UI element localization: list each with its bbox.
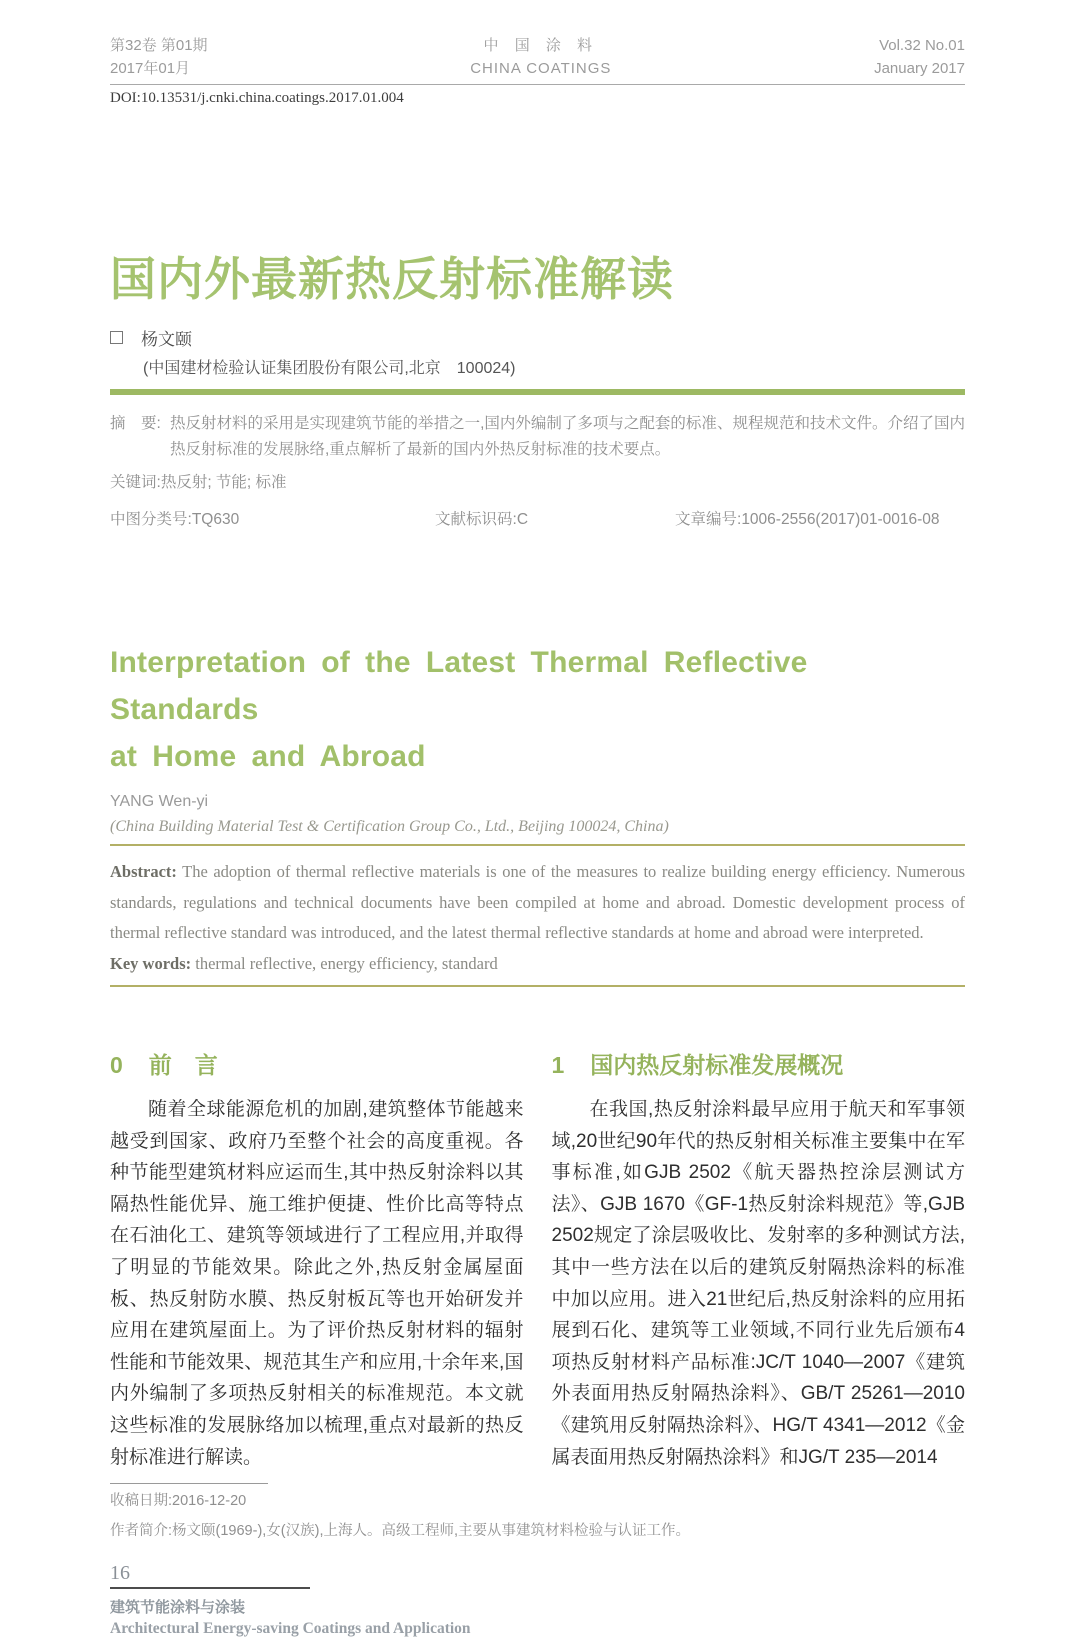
volume-issue-en: Vol.32 No.01	[879, 37, 965, 54]
page-number: 16	[110, 1562, 130, 1585]
affiliation-cn: (中国建材检验认证集团股份有限公司,北京 100024)	[143, 360, 516, 377]
meta-row	[110, 507, 965, 529]
keywords-cn-label: 关键词:	[110, 474, 161, 491]
section-number-1: 1	[551, 1052, 565, 1078]
date-cn: 2017年01月	[110, 60, 191, 77]
abstract-cn-text: 热反射材料的采用是实现建筑节能的举措之一,国内外编制了多项与之配套的标准、规程规范和技术文件。介绍了国内热反射标准的发展脉络,重点解析了最新的国内外热反射标准的技术要点。	[170, 415, 965, 458]
column-name-en: Architectural Energy-saving Coatings and Application	[110, 1620, 471, 1638]
journal-name-en: CHINA COATINGS	[470, 60, 612, 77]
keywords-en-label: Key words:	[110, 953, 192, 973]
volume-issue-cn: 第32卷 第01期	[110, 37, 208, 54]
body-columns	[110, 1047, 965, 1473]
divider-rule-bottom	[110, 985, 965, 987]
abstract-cn	[110, 411, 965, 463]
doc-code-label: 文献标识码:	[435, 511, 517, 528]
section-title-1: 国内热反射标准发展概况	[590, 1052, 844, 1078]
journal-header	[110, 34, 965, 80]
section-heading-0	[110, 1047, 524, 1080]
author-name-en: YANG Wen-yi	[110, 793, 209, 810]
author-bio: 作者简介:杨文颐(1969-),女(汉族),上海人。高级工程师,主要从事建筑材料检验与认证工作。	[110, 1523, 691, 1540]
footnote	[110, 1483, 965, 1544]
section-title-0: 前 言	[148, 1052, 218, 1078]
abstract-en-text: The adoption of thermal reflective materials is one of the measures to realize building energy efficiency. Numerous standards, regulations and technical documents have been compiled at home and abroad. Domestic development process of thermal reflective standard was introduced, and the latest thermal reflective standards at home and abroad were interpreted.	[110, 862, 965, 942]
left-column	[110, 1047, 524, 1473]
title-en-line2: at Home and Abroad	[110, 740, 426, 773]
doi: DOI:10.13531/j.cnki.china.coatings.2017.01.004	[110, 90, 404, 106]
accent-bar	[110, 389, 965, 395]
author-row	[110, 325, 965, 350]
section-number-0: 0	[110, 1052, 123, 1078]
clc-number	[110, 507, 435, 529]
keywords-en-text: thermal reflective, energy efficiency, standard	[191, 953, 498, 973]
author-marker-square	[110, 331, 123, 344]
section-heading-1	[552, 1047, 966, 1080]
right-column	[552, 1047, 966, 1473]
article-id	[675, 507, 965, 529]
header-rule	[110, 84, 965, 85]
page-footer-rule	[110, 1587, 310, 1589]
keywords-cn-text: 热反射; 节能; 标准	[160, 474, 287, 491]
keywords-cn	[110, 470, 965, 496]
affiliation-en: (China Building Material Test & Certification Group Co., Ltd., Beijing 100024, China)	[110, 818, 669, 835]
abstract-cn-label: 摘 要:	[110, 415, 161, 432]
column-name-cn: 建筑节能涂料与涂装	[110, 1599, 246, 1617]
divider-rule-top	[110, 844, 965, 846]
header-left	[110, 34, 208, 80]
abstract-en	[110, 857, 965, 949]
article-id-label: 文章编号:	[675, 511, 742, 528]
date-en: January 2017	[874, 60, 965, 77]
journal-name	[470, 34, 611, 80]
section-paragraph-1: 在我国,热反射涂料最早应用于航天和军事领域,20世纪90年代的热反射相关标准主要集中在军事标准,如GJB 2502《航天器热控涂层测试方法》、GJB 1670《GF-1热反射涂料规范》等,GJB 2502规定了涂层吸收比、发射率的多种测试方法,其中一些方法在以后的建筑反射隔热涂料的标准中加以应用。进入21世纪后,热反射涂料的应用拓展到石化、建筑等工业领域,不同行业先后颁布4项热反射材料产品标准:JC/T 1040—2007《建筑外表面用热反射隔热涂料》、GB/T 25261—2010《建筑用反射隔热涂料》、HG/T 4341—2012《金属表面用热反射隔热涂料》和JG/T 235—2014	[551, 1099, 965, 1468]
keywords-en	[110, 949, 965, 980]
article-id-value: 1006-2556(2017)01-0016-08	[741, 511, 940, 528]
clc-value: TQ630	[191, 511, 240, 528]
header-right	[874, 34, 965, 80]
doc-code-value: C	[516, 511, 529, 528]
clc-label: 中图分类号:	[110, 511, 192, 528]
abstract-en-label: Abstract:	[110, 862, 177, 881]
section-paragraph-0: 随着全球能源危机的加剧,建筑整体节能越来越受到国家、政府乃至整个社会的高度重视。各种节能型建筑材料应运而生,其中热反射涂料以其隔热性能优异、施工维护便捷、性价比高等特点在石油化工、建筑等领域进行了工程应用,并取得了明显的节能效果。除此之外,热反射金属屋面板、热反射防水膜、热反射板瓦等也开始研发并应用在建筑屋面上。为了评价热反射材料的辐射性能和节能效果、规范其生产和应用,十余年来,国内外编制了多项热反射相关的标准规范。本文就这些标准的发展脉络加以梳理,重点对最新的热反射标准进行解读。	[110, 1099, 524, 1468]
page-footer	[110, 1562, 965, 1638]
footnote-rule	[110, 1483, 268, 1484]
document-code	[435, 507, 675, 529]
author-name-cn: 杨文颐	[141, 330, 192, 349]
title-en-line1: Interpretation of the Latest Thermal Reflective Standards	[110, 646, 808, 726]
article-title-en	[110, 639, 965, 780]
received-date: 收稿日期:2016-12-20	[110, 1493, 247, 1510]
journal-name-cn: 中 国 涂 料	[483, 37, 599, 54]
article-title-cn: 国内外最新热反射标准解读	[110, 253, 674, 305]
